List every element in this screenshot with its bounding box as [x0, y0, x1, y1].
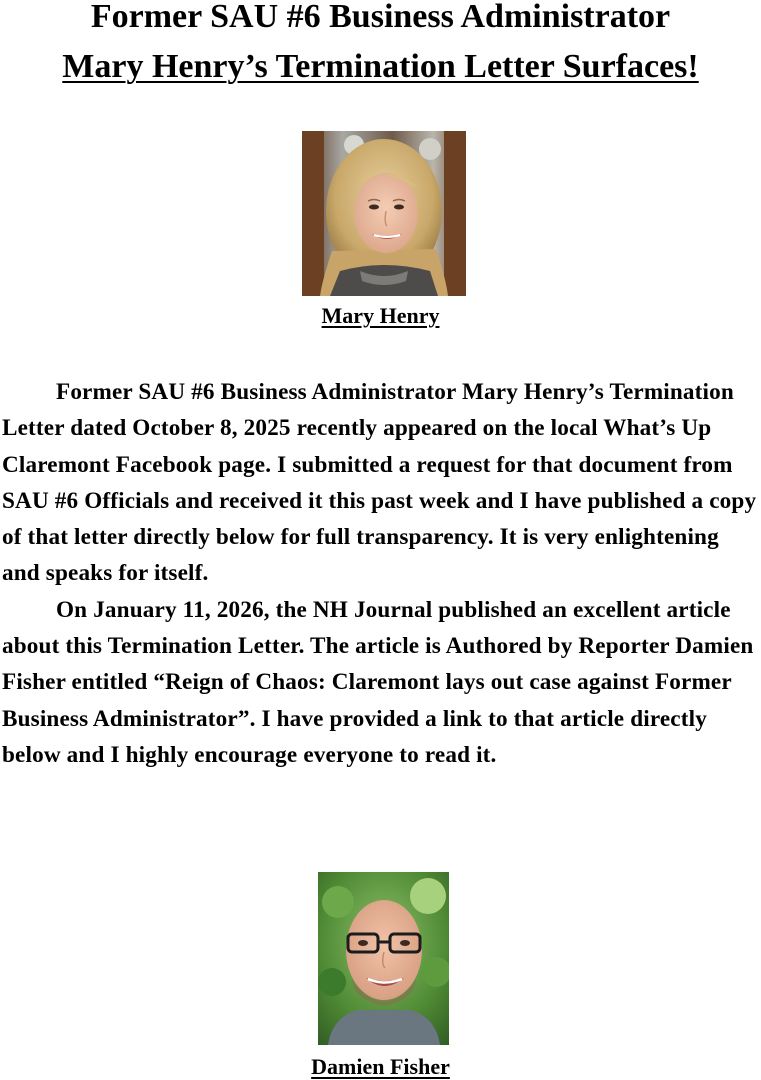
article-paragraph: On January 11, 2026, the NH Journal published an excellent article about this Termination Letter. The article is Authored by Reporter Damien Fisher entitled “Reign of Chaos: Claremont lays out case against Former Business Administrator”. I have provided a link to that article directly below and I highly encourage everyone to read it. — [2, 596, 754, 768]
mary-henry-photo — [302, 131, 466, 296]
mary-henry-caption: Mary Henry — [321, 303, 440, 328]
damien-fisher-caption: Damien Fisher — [311, 1054, 450, 1079]
article-body — [2, 374, 761, 773]
damien-fisher-photo — [318, 872, 449, 1045]
page-title-line-1: Former SAU #6 Business Administrator — [90, 0, 671, 35]
article-paragraph: Former SAU #6 Business Administrator Mary Henry’s Termination Letter dated October 8, 2025 recently appeared on the local What’s Up Claremont Facebook page. I submitted a request for that document from SAU #6 Officials and received it this past week and I have published a copy of that letter directly below for full transparency. It is very enlightening and speaks for itself. — [2, 379, 757, 587]
page-title-line-2: Mary Henry’s Termination Letter Surfaces! — [62, 48, 699, 85]
